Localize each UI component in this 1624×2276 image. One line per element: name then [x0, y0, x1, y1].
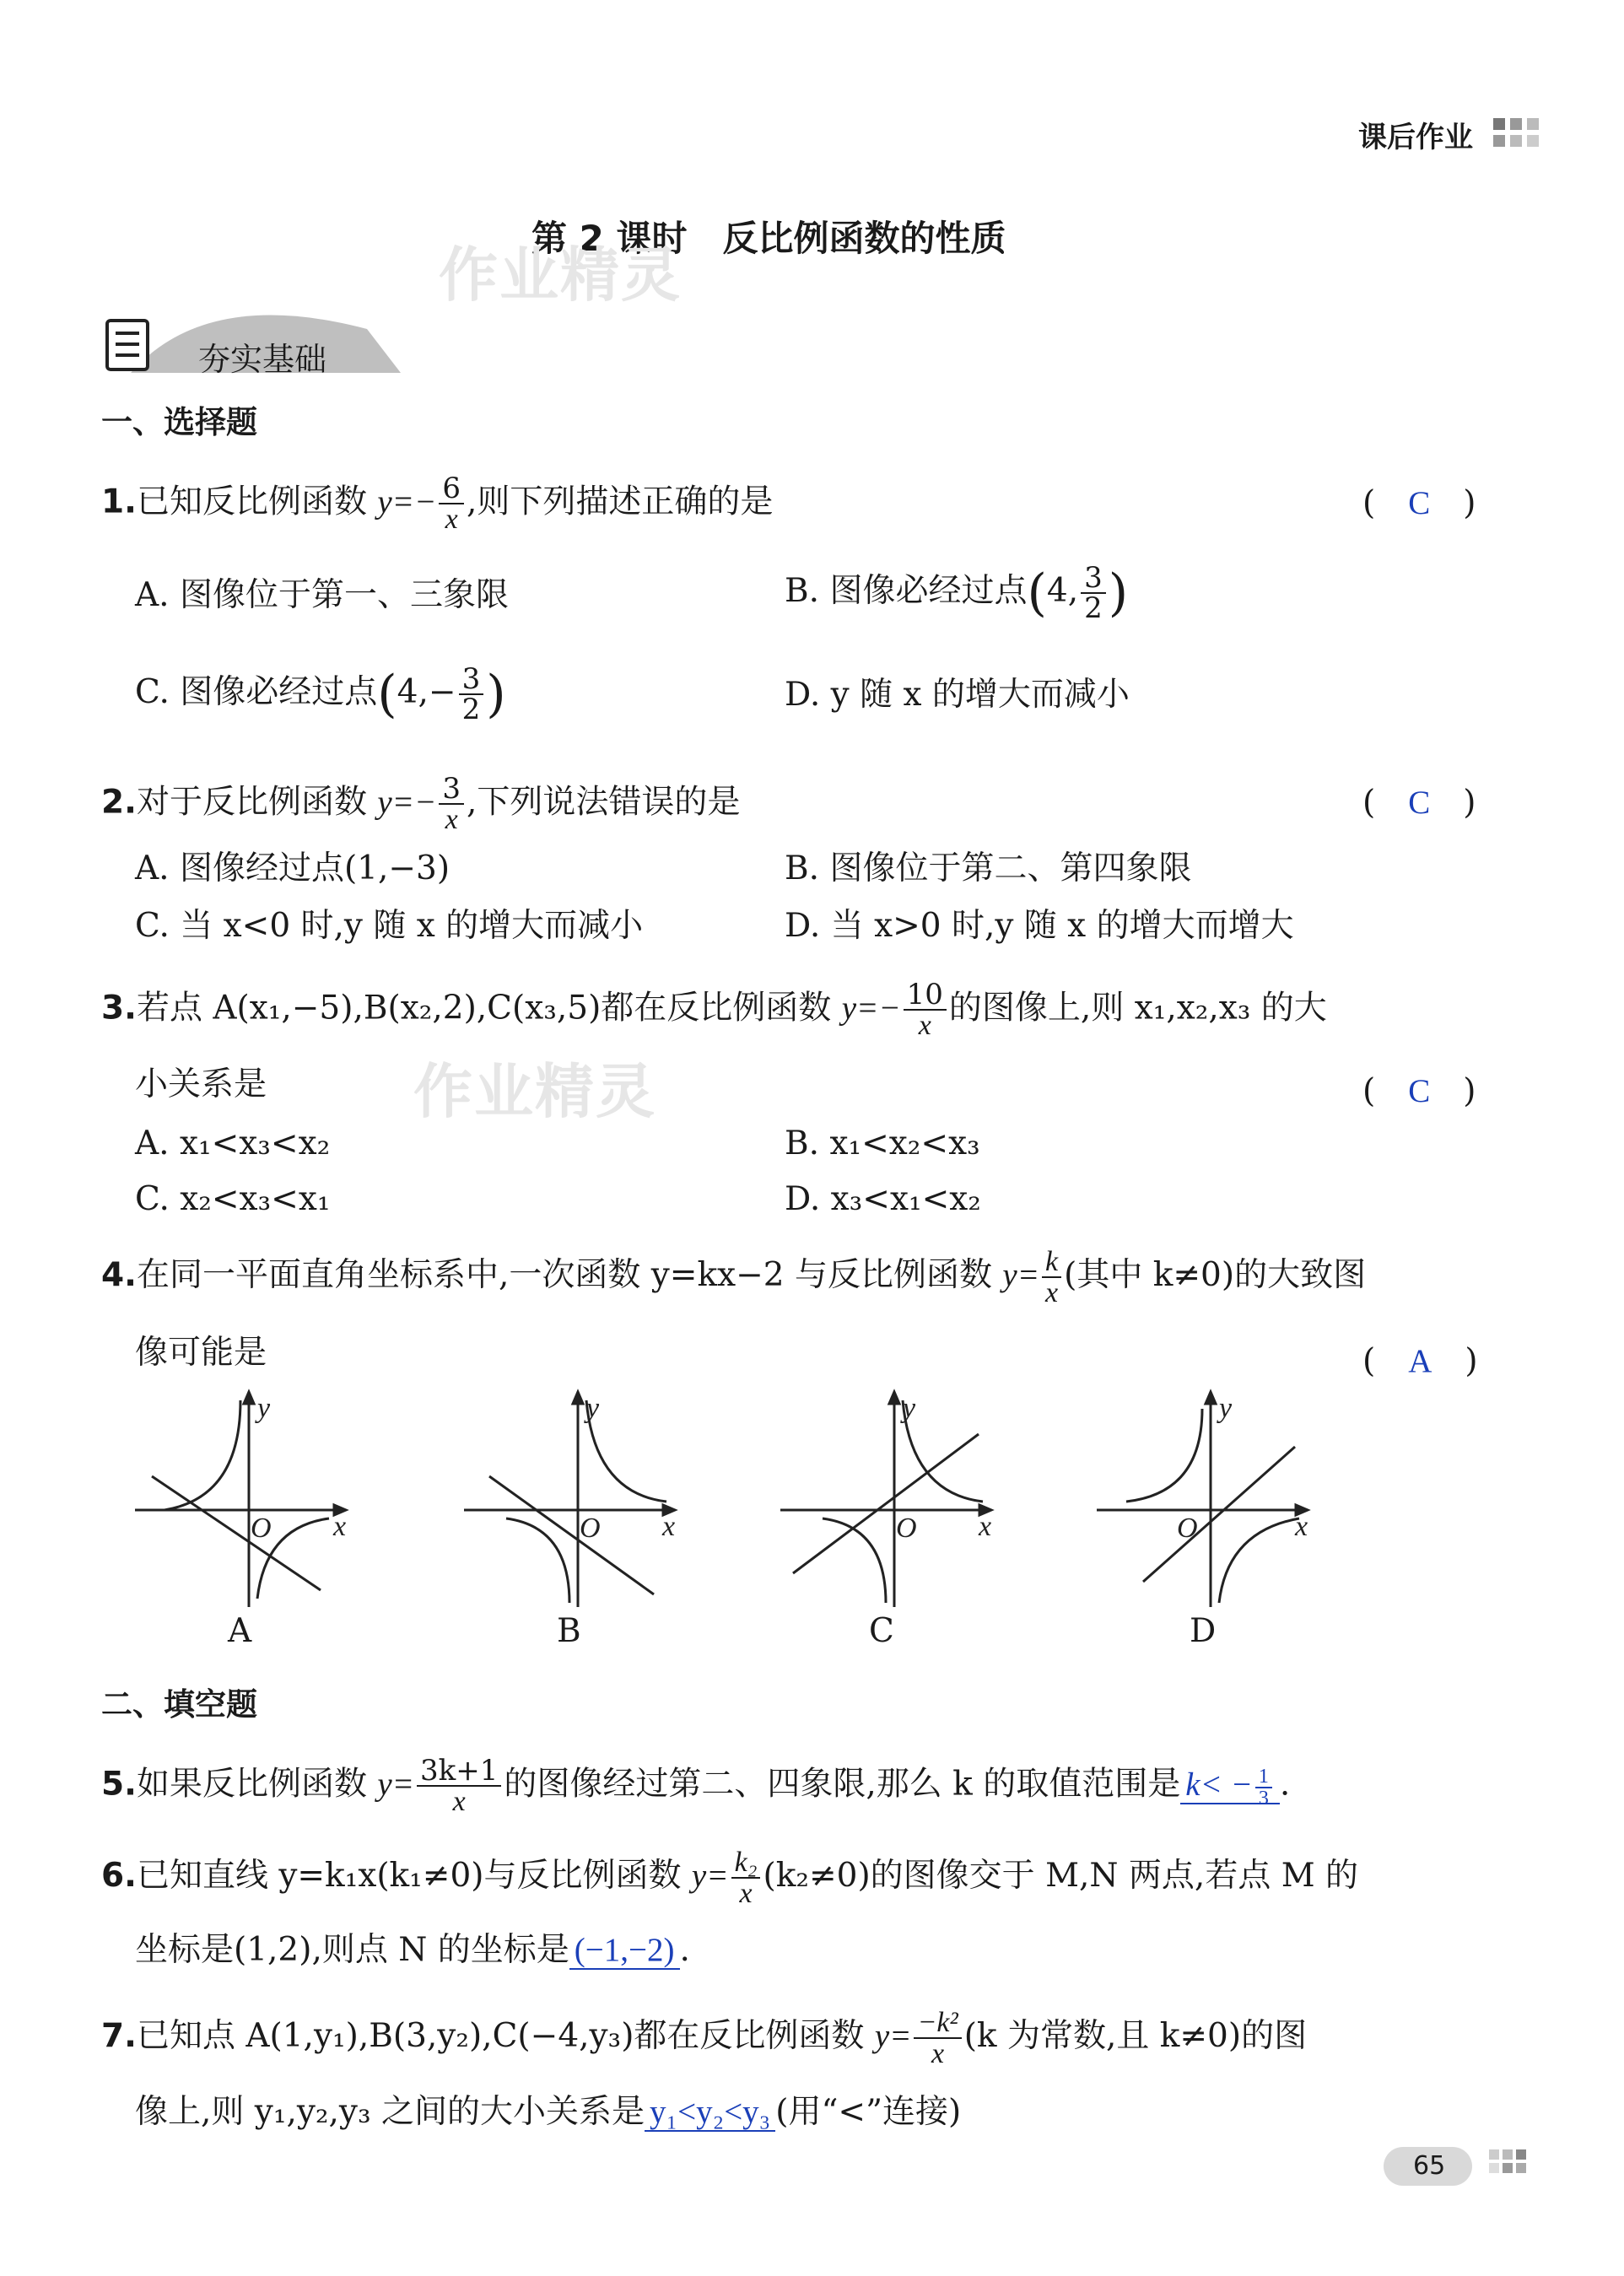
- page-title: 第 2 课时 反比例函数的性质: [531, 218, 1006, 259]
- notebook-icon: [107, 321, 148, 369]
- graph-c-label: C: [869, 1612, 894, 1650]
- question-4: 4.在同一平面直角坐标系中,一次函数 y=kx−2 与反比例函数 y= $\frac{k}{x}$ (其中 k≠0)的大致图: [101, 1246, 1367, 1308]
- answer-bracket-3: ( C ): [1362, 1072, 1476, 1110]
- svg-text:O: O: [251, 1513, 272, 1544]
- answer-7: y₁<y₂<y₃: [645, 2094, 775, 2132]
- svg-text:x: x: [333, 1511, 347, 1542]
- question-7: 7.已知点 A(1,y₁),B(3,y₂),C(−4,y₃)都在反比例函数 y= $\frac{\text{−k²}}{x}$ (k 为常数,且 k≠0)的图: [101, 2007, 1308, 2069]
- svg-text:y: y: [586, 1393, 600, 1424]
- watermark: 作业精灵: [439, 240, 682, 310]
- question-3: 3.若点 A(x₁,−5),B(x₂,2),C(x₃,5)都在反比例函数 y=− $\frac{10}{x}$ 的图像上,则 x₁,x₂,x₃ 的大: [101, 978, 1327, 1041]
- section-choice-heading: 一、选择题: [101, 404, 257, 440]
- graph-a: [131, 1383, 367, 1615]
- watermark-2: 作业精灵: [413, 1057, 656, 1126]
- question-6: 6.已知直线 y=k₁x(k₁≠0)与反比例函数 y= $\frac{\text{k₂}}{x}$ (k₂≠0)的图像交于 M,N 两点,若点 M 的: [101, 1847, 1359, 1909]
- answer-bracket-4: ( A ): [1362, 1342, 1478, 1380]
- answer-2: C: [1408, 785, 1431, 821]
- question-4-cont: 像可能是: [135, 1334, 267, 1372]
- answer-bracket-1: ( C ): [1362, 484, 1476, 522]
- svg-text:y: y: [903, 1393, 916, 1424]
- answer-3: C: [1408, 1073, 1431, 1109]
- banner-label: 夯实基础: [198, 341, 327, 378]
- answer-bracket-2: ( C ): [1362, 784, 1476, 822]
- question-5: 5.如果反比例函数 y= $\frac{3k+1}{x}$ 的图像经过第二、四象限,那么 k 的取值范围是 k< − $\frac{1}{3}$ .: [101, 1754, 1291, 1817]
- q3-option-c: C. x₂<x₃<x₁: [135, 1180, 331, 1218]
- header-grid-icon: [1493, 118, 1544, 152]
- question-3-cont: 小关系是: [135, 1065, 267, 1103]
- q2-option-d: D. 当 x>0 时,y 随 x 的增大而增大: [785, 907, 1294, 945]
- q1-option-d: D. y 随 x 的增大而减小: [785, 676, 1130, 714]
- q3-option-a: A. x₁<x₃<x₂: [135, 1125, 331, 1162]
- q1-option-c: C. 图像必经过点(4,− $\frac{3}{2}$ ): [135, 662, 506, 726]
- graph-a-label: A: [228, 1612, 252, 1650]
- q2-option-b: B. 图像位于第二、第四象限: [785, 849, 1192, 887]
- question-7-cont: 像上,则 y₁,y₂,y₃ 之间的大小关系是 y₁<y₂<y₃ (用“<”连接): [135, 2093, 962, 2131]
- graph-d: [1093, 1383, 1329, 1615]
- q3-option-d: D. x₃<x₁<x₂: [785, 1180, 981, 1218]
- answer-5: k< − $\frac{1}{3}$: [1180, 1766, 1280, 1804]
- q2-option-a: A. 图像经过点(1,−3): [135, 849, 451, 887]
- q1-option-b: B. 图像必经过点(4, $\frac{3}{2}$ ): [785, 561, 1129, 625]
- section-fill-heading: 二、填空题: [101, 1686, 257, 1723]
- q2-option-c: C. 当 x<0 时,y 随 x 的增大而减小: [135, 907, 644, 945]
- graph-d-label: D: [1190, 1612, 1217, 1650]
- answer-6: (−1,−2): [569, 1932, 680, 1970]
- q3-option-b: B. x₁<x₂<x₃: [785, 1125, 980, 1162]
- header-label: 课后作业: [1358, 121, 1473, 154]
- graph-b: [460, 1383, 696, 1615]
- svg-text:O: O: [1177, 1513, 1198, 1544]
- svg-text:x: x: [662, 1511, 676, 1542]
- svg-text:x: x: [1295, 1511, 1308, 1542]
- page-number: 65: [1413, 2151, 1446, 2181]
- question-1: 1.已知反比例函数 y=− $\frac{6}{x}$ ,则下列描述正确的是: [101, 472, 774, 535]
- svg-text:O: O: [580, 1513, 601, 1544]
- svg-text:x: x: [979, 1511, 992, 1542]
- graph-c: [776, 1383, 1012, 1615]
- footer-grid-icon: [1489, 2149, 1531, 2190]
- svg-text:y: y: [1219, 1393, 1233, 1424]
- question-6-cont: 坐标是(1,2),则点 N 的坐标是 (−1,−2) .: [135, 1931, 690, 1969]
- q1-option-a: A. 图像位于第一、三象限: [135, 576, 509, 614]
- question-2: 2.对于反比例函数 y=− $\frac{3}{x}$ ,下列说法错误的是: [101, 772, 741, 835]
- answer-1: C: [1408, 485, 1431, 521]
- answer-4: A: [1408, 1343, 1432, 1379]
- graph-b-label: B: [557, 1612, 581, 1650]
- svg-text:O: O: [896, 1513, 917, 1544]
- svg-text:y: y: [257, 1393, 271, 1424]
